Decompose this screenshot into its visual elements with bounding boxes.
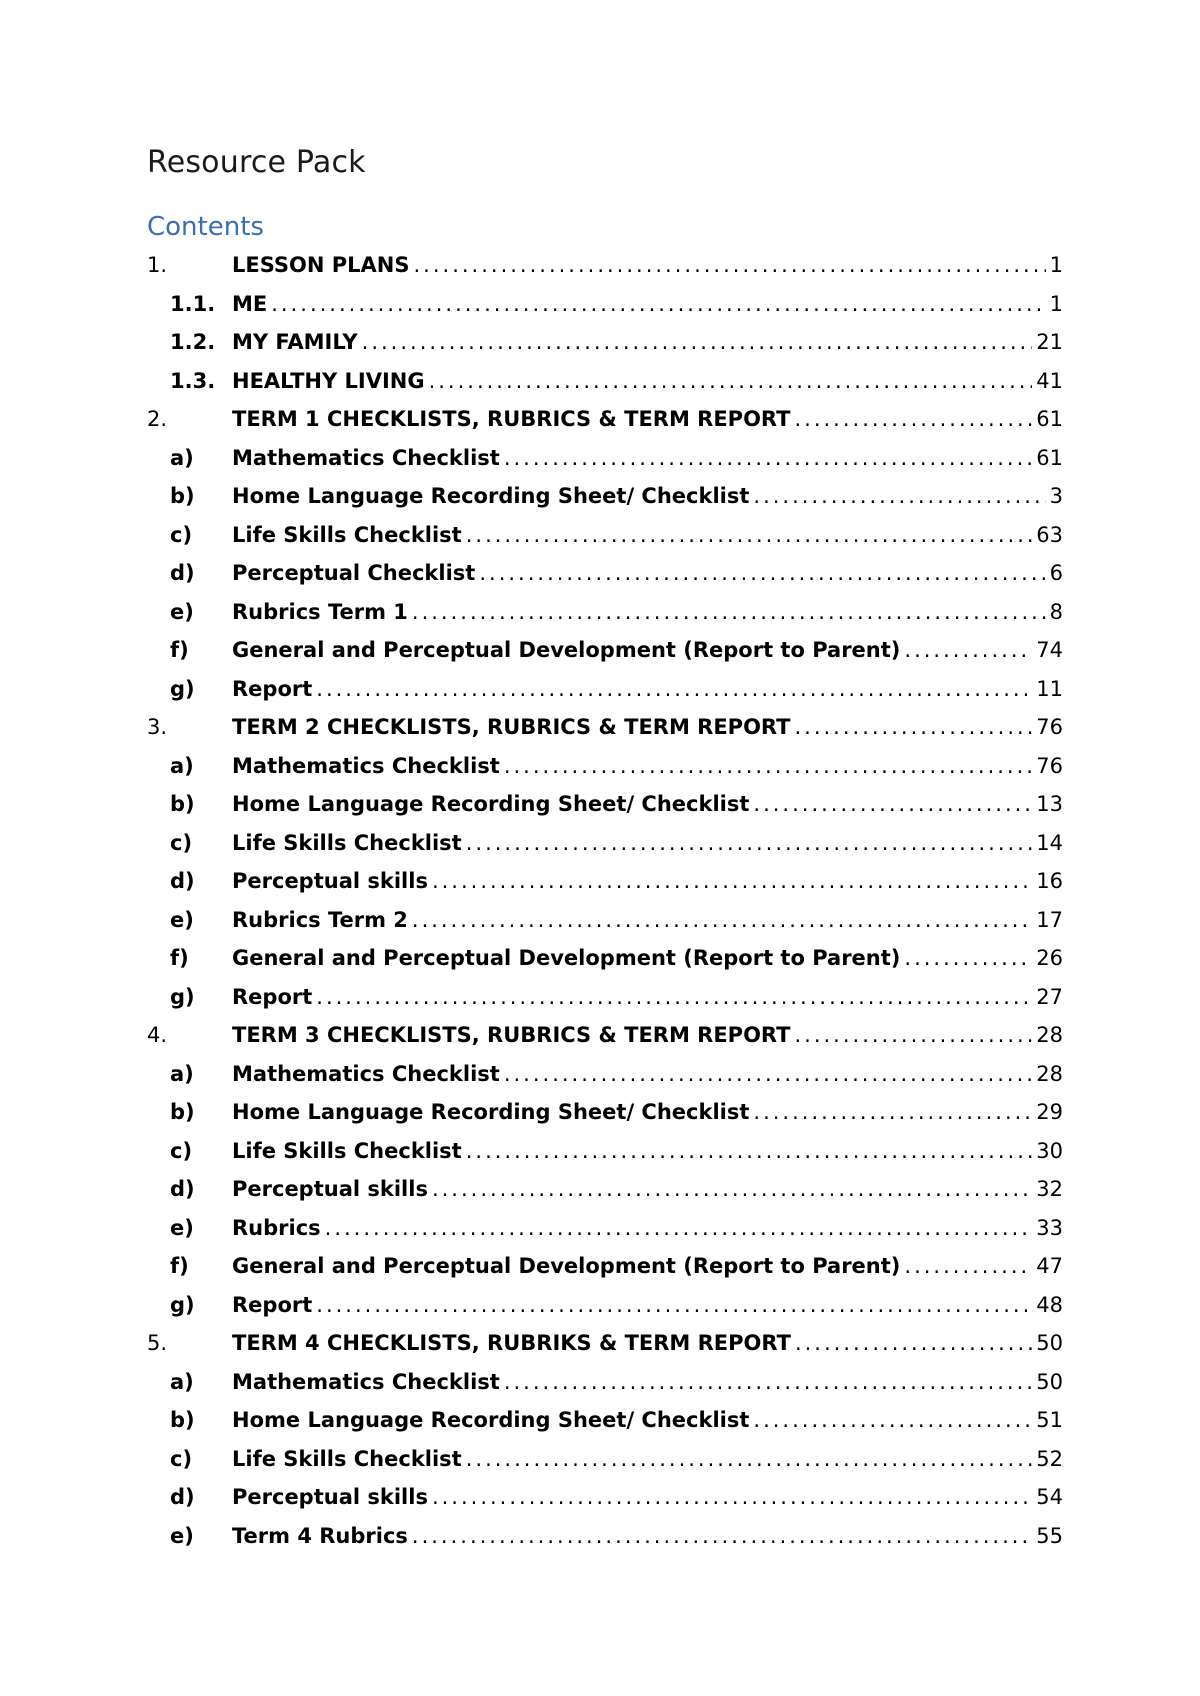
- toc-dot-leader: [794, 1016, 1032, 1055]
- toc-dot-leader: [466, 1132, 1033, 1171]
- toc-entry-page-number[interactable]: 30: [1036, 1138, 1063, 1163]
- toc-entry-number: c): [170, 522, 193, 547]
- toc-entry-page-number[interactable]: 26: [1036, 946, 1063, 970]
- toc-dot-leader: [412, 593, 1046, 632]
- toc-entry-label[interactable]: Perceptual skills: [232, 1485, 428, 1509]
- toc-dot-leader: [504, 439, 1032, 478]
- toc-entry-label[interactable]: TERM 4 CHECKLISTS, RUBRIKS & TERM REPORT: [232, 1331, 791, 1355]
- toc-entry-label[interactable]: Perceptual skills: [232, 1177, 428, 1201]
- toc-entry-page-number[interactable]: 33: [1036, 1215, 1063, 1240]
- toc-entry-page-number[interactable]: 41: [1036, 368, 1063, 393]
- toc-entry-number: 4.: [147, 1023, 168, 1047]
- toc-entry-number: b): [170, 792, 195, 816]
- toc-dot-leader: [316, 670, 1032, 709]
- toc-entry[interactable]: [147, 631, 1063, 670]
- toc-entry[interactable]: [147, 1478, 1063, 1517]
- toc-entry[interactable]: [147, 1440, 1063, 1479]
- toc-entry[interactable]: [147, 747, 1063, 786]
- toc-dot-leader: [504, 1363, 1032, 1402]
- toc-entry[interactable]: [147, 1247, 1063, 1286]
- toc-entry-number: 2.: [147, 407, 168, 431]
- toc-entry-number: d): [170, 1177, 195, 1201]
- toc-dot-leader: [466, 824, 1033, 863]
- toc-entry-number: e): [170, 1215, 194, 1240]
- toc-dot-leader: [432, 1478, 1032, 1517]
- toc-entry-page-number[interactable]: 21: [1036, 330, 1063, 354]
- toc-entry[interactable]: [147, 1363, 1063, 1402]
- toc-entry[interactable]: [147, 323, 1063, 362]
- toc-entry-label[interactable]: Home Language Recording Sheet/ Checklist: [232, 1408, 750, 1432]
- toc-entry-number: d): [170, 561, 195, 585]
- toc-entry[interactable]: [147, 1170, 1063, 1209]
- toc-dot-leader: [904, 631, 1032, 670]
- toc-entry-label[interactable]: Life Skills Checklist: [232, 1138, 462, 1163]
- toc-entry-page-number[interactable]: 11: [1036, 676, 1063, 701]
- toc-entry-page-number[interactable]: 29: [1036, 1100, 1063, 1124]
- toc-entry-number: b): [170, 484, 195, 508]
- toc-entry[interactable]: [147, 554, 1063, 593]
- toc-entry-page-number[interactable]: 6: [1049, 561, 1063, 585]
- toc-entry-label[interactable]: Rubrics Term 1: [232, 599, 408, 624]
- toc-entry[interactable]: [147, 978, 1063, 1017]
- toc-entry-page-number[interactable]: 76: [1036, 753, 1063, 778]
- toc-entry-page-number[interactable]: 1: [1049, 291, 1063, 316]
- toc-dot-leader: [412, 1517, 1032, 1556]
- toc-entry-page-number[interactable]: 76: [1036, 715, 1063, 739]
- toc-entry-page-number[interactable]: 48: [1036, 1292, 1063, 1317]
- toc-dot-leader: [753, 1401, 1032, 1440]
- toc-entry[interactable]: [147, 785, 1063, 824]
- toc-dot-leader: [414, 246, 1046, 285]
- toc-entry-number: g): [170, 1292, 195, 1317]
- toc-entry-label[interactable]: General and Perceptual Development (Report to Parent): [232, 946, 901, 970]
- toc-entry[interactable]: [147, 516, 1063, 555]
- toc-entry-label[interactable]: TERM 1 CHECKLISTS, RUBRICS & TERM REPORT: [232, 407, 791, 431]
- toc-entry-number: c): [170, 830, 193, 855]
- toc-entry-label[interactable]: Life Skills Checklist: [232, 522, 462, 547]
- toc-entry-number: a): [170, 445, 194, 470]
- toc-entry-number: e): [170, 599, 194, 624]
- toc-entry-number: d): [170, 869, 195, 893]
- toc-entry-page-number[interactable]: 16: [1036, 869, 1063, 893]
- toc-entry-page-number[interactable]: 74: [1036, 638, 1063, 662]
- toc-dot-leader: [795, 1324, 1032, 1363]
- toc-dot-leader: [429, 362, 1033, 401]
- toc-dot-leader: [325, 1209, 1033, 1248]
- toc-entry[interactable]: [147, 1324, 1063, 1363]
- toc-entry[interactable]: [147, 593, 1063, 632]
- toc-dot-leader: [432, 1170, 1032, 1209]
- toc-entry-number: 1.3.: [170, 368, 216, 393]
- toc-entry-number: b): [170, 1100, 195, 1124]
- document-title: Resource Pack: [147, 145, 366, 180]
- toc-entry-label[interactable]: Life Skills Checklist: [232, 1446, 462, 1471]
- toc-entry[interactable]: [147, 439, 1063, 478]
- toc-dot-leader: [794, 708, 1032, 747]
- toc-entry-number: a): [170, 1061, 194, 1086]
- toc-entry-label[interactable]: Mathematics Checklist: [232, 445, 500, 470]
- toc-entry-label[interactable]: Rubrics: [232, 1215, 321, 1240]
- toc-entry-page-number[interactable]: 61: [1036, 445, 1063, 470]
- toc-entry-label[interactable]: MY FAMILY: [232, 330, 358, 354]
- table-of-contents: [147, 246, 1063, 1555]
- toc-entry-number: f): [170, 946, 189, 970]
- toc-entry-number: c): [170, 1446, 193, 1471]
- toc-entry[interactable]: [147, 1401, 1063, 1440]
- toc-dot-leader: [479, 554, 1045, 593]
- toc-entry-number: d): [170, 1485, 195, 1509]
- toc-dot-leader: [432, 862, 1032, 901]
- toc-entry-page-number[interactable]: 55: [1036, 1523, 1063, 1548]
- toc-entry-page-number[interactable]: 54: [1036, 1485, 1063, 1509]
- toc-entry-number: a): [170, 753, 194, 778]
- toc-entry-number: 3.: [147, 715, 168, 739]
- toc-dot-leader: [753, 477, 1045, 516]
- toc-dot-leader: [753, 1093, 1032, 1132]
- toc-entry-page-number[interactable]: 14: [1036, 830, 1063, 855]
- toc-entry[interactable]: [147, 1132, 1063, 1171]
- toc-entry-number: 1.1.: [170, 291, 216, 316]
- toc-entry-number: f): [170, 1254, 189, 1278]
- toc-entry-page-number[interactable]: 13: [1036, 792, 1063, 816]
- toc-entry-label[interactable]: ME: [232, 291, 268, 316]
- toc-entry-number: e): [170, 1523, 194, 1548]
- toc-entry[interactable]: [147, 1016, 1063, 1055]
- toc-entry-page-number[interactable]: 27: [1036, 984, 1063, 1009]
- toc-entry-number: a): [170, 1369, 194, 1394]
- toc-entry-number: c): [170, 1138, 193, 1163]
- toc-entry-page-number[interactable]: 50: [1036, 1331, 1063, 1355]
- toc-entry-page-number[interactable]: 50: [1036, 1369, 1063, 1394]
- toc-entry-label[interactable]: Mathematics Checklist: [232, 1061, 500, 1086]
- toc-dot-leader: [794, 400, 1032, 439]
- toc-entry-page-number[interactable]: 28: [1036, 1061, 1063, 1086]
- toc-entry-label[interactable]: Mathematics Checklist: [232, 753, 500, 778]
- toc-entry-page-number[interactable]: 63: [1036, 522, 1063, 547]
- toc-entry-number: g): [170, 984, 195, 1009]
- toc-entry[interactable]: [147, 1286, 1063, 1325]
- toc-entry-number: g): [170, 676, 195, 701]
- toc-dot-leader: [904, 939, 1032, 978]
- toc-entry-label[interactable]: Perceptual skills: [232, 869, 428, 893]
- toc-entry[interactable]: [147, 1055, 1063, 1094]
- toc-dot-leader: [904, 1247, 1032, 1286]
- toc-entry[interactable]: [147, 400, 1063, 439]
- toc-entry-label[interactable]: TERM 2 CHECKLISTS, RUBRICS & TERM REPORT: [232, 715, 791, 739]
- toc-entry-number: b): [170, 1408, 195, 1432]
- toc-dot-leader: [466, 516, 1033, 555]
- toc-entry[interactable]: [147, 1093, 1063, 1132]
- toc-entry-number: f): [170, 638, 189, 662]
- toc-entry-label[interactable]: Rubrics Term 2: [232, 907, 408, 932]
- toc-entry[interactable]: [147, 1517, 1063, 1556]
- toc-dot-leader: [466, 1440, 1033, 1479]
- toc-entry-label[interactable]: Mathematics Checklist: [232, 1369, 500, 1394]
- toc-entry-number: 5.: [147, 1331, 168, 1355]
- toc-dot-leader: [504, 1055, 1032, 1094]
- toc-entry-page-number[interactable]: 61: [1036, 407, 1063, 431]
- toc-entry-label[interactable]: Report: [232, 984, 313, 1009]
- toc-entry-page-number[interactable]: 17: [1036, 907, 1063, 932]
- toc-entry-label[interactable]: General and Perceptual Development (Report to Parent): [232, 638, 901, 662]
- toc-entry[interactable]: [147, 939, 1063, 978]
- toc-entry-number: e): [170, 907, 194, 932]
- toc-dot-leader: [412, 901, 1032, 940]
- toc-entry-label[interactable]: Term 4 Rubrics: [232, 1523, 408, 1548]
- toc-entry-label[interactable]: Report: [232, 676, 313, 701]
- toc-entry[interactable]: [147, 362, 1063, 401]
- toc-dot-leader: [271, 285, 1045, 324]
- toc-entry-label[interactable]: TERM 3 CHECKLISTS, RUBRICS & TERM REPORT: [232, 1023, 791, 1047]
- toc-entry[interactable]: [147, 246, 1063, 285]
- toc-dot-leader: [753, 785, 1032, 824]
- toc-entry-page-number[interactable]: 47: [1036, 1254, 1063, 1278]
- toc-entry-number: 1.2.: [170, 330, 216, 354]
- toc-entry-page-number[interactable]: 32: [1036, 1177, 1063, 1201]
- toc-dot-leader: [316, 978, 1032, 1017]
- toc-entry[interactable]: [147, 901, 1063, 940]
- toc-entry[interactable]: [147, 670, 1063, 709]
- toc-entry-label[interactable]: Report: [232, 1292, 313, 1317]
- toc-entry-page-number[interactable]: 1: [1049, 253, 1063, 277]
- toc-entry-label[interactable]: General and Perceptual Development (Report to Parent): [232, 1254, 901, 1278]
- toc-entry-page-number[interactable]: 8: [1049, 599, 1063, 624]
- toc-entry-label[interactable]: LESSON PLANS: [232, 253, 410, 277]
- toc-entry-label[interactable]: Home Language Recording Sheet/ Checklist: [232, 1100, 750, 1124]
- toc-dot-leader: [504, 747, 1032, 786]
- toc-entry-label[interactable]: HEALTHY LIVING: [232, 368, 425, 393]
- toc-entry-label[interactable]: Home Language Recording Sheet/ Checklist: [232, 792, 750, 816]
- toc-entry-page-number[interactable]: 51: [1036, 1408, 1063, 1432]
- toc-entry-label[interactable]: Perceptual Checklist: [232, 561, 476, 585]
- toc-entry-number: 1.: [147, 253, 168, 277]
- toc-dot-leader: [362, 323, 1033, 362]
- contents-heading: Contents: [147, 212, 264, 242]
- toc-entry[interactable]: [147, 862, 1063, 901]
- toc-entry[interactable]: [147, 285, 1063, 324]
- toc-dot-leader: [316, 1286, 1032, 1325]
- toc-entry[interactable]: [147, 477, 1063, 516]
- toc-entry[interactable]: [147, 1209, 1063, 1248]
- toc-entry-label[interactable]: Life Skills Checklist: [232, 830, 462, 855]
- toc-entry-page-number[interactable]: 52: [1036, 1446, 1063, 1471]
- toc-entry[interactable]: [147, 708, 1063, 747]
- toc-entry-label[interactable]: Home Language Recording Sheet/ Checklist: [232, 484, 750, 508]
- toc-entry-page-number[interactable]: 3: [1049, 484, 1063, 508]
- toc-entry[interactable]: [147, 824, 1063, 863]
- toc-entry-page-number[interactable]: 28: [1036, 1023, 1063, 1047]
